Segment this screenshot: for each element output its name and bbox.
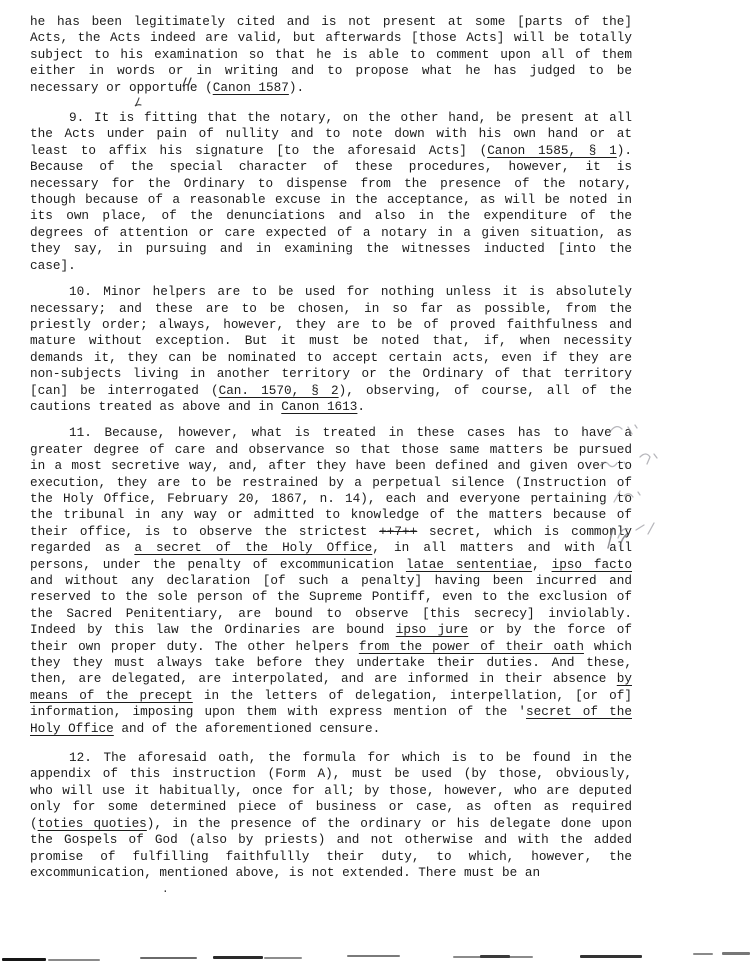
text-segment: either in words or in writing and to propose what he has judged to be: [30, 63, 632, 79]
text-line: [30, 799, 632, 815]
text-line: [30, 622, 632, 638]
text-segment: Acts, the Acts indeed are valid, but afterwards [those Acts] will be totally: [30, 30, 632, 46]
footer-dot: .: [162, 884, 169, 896]
underlined-text: by: [616, 671, 632, 687]
text-segment: appendix of this instruction (Form A), must be used (by those, obviously,: [30, 766, 632, 782]
underlined-text: Holy Office: [30, 720, 114, 736]
underlined-text: a secret of the Holy Office: [134, 540, 373, 556]
text-segment: regarded as: [30, 540, 135, 556]
text-segment: ,: [532, 556, 552, 572]
text-segment: degrees of attention or care expected of a notary in a given situation, as: [30, 224, 632, 240]
text-line: [30, 849, 632, 865]
text-segment: .: [357, 398, 366, 414]
text-segment: 11. Because, however, what is treated in these cases has to have a: [69, 425, 632, 441]
underlined-text: secret of the: [526, 704, 632, 720]
text-segment: he has been legitimately cited and is not present at some [parts of the]: [30, 14, 632, 29]
text-segment: Because of the special character of these procedures, however, it is: [30, 159, 632, 175]
text-line: [30, 688, 632, 704]
text-segment: subject to his examination so that he is able to comment upon all of them: [30, 46, 632, 62]
text-segment: secret, which is commonly: [417, 523, 632, 539]
text-line: [30, 507, 632, 523]
paragraph: [30, 14, 632, 96]
text-segment: promise of fulfilling faithfullly their duty, to which, however, the: [30, 848, 632, 864]
text-line: [30, 301, 632, 317]
text-line: [30, 865, 632, 881]
text-line: [30, 766, 632, 782]
text-line: [30, 225, 632, 241]
underlined-text: latae sententiae: [405, 556, 533, 572]
text-line: [30, 383, 632, 399]
text-segment: mature without exception. But it must be noted that, if, when necessity: [30, 333, 632, 349]
underlined-text: from the power of their oath: [358, 638, 584, 654]
stray-mark: [132, 96, 144, 112]
underlined-text: ipso jure: [395, 622, 469, 638]
text-segment: their office, is to observe the strictest: [30, 523, 380, 539]
text-line: [30, 704, 632, 720]
text-segment: (: [30, 815, 38, 831]
text-line: [30, 442, 632, 458]
text-segment: necessary for the Ordinary to dispense from the presence of the notary,: [30, 175, 632, 191]
underlined-text: toties quoties: [37, 815, 147, 831]
handwritten-marginalia: [594, 416, 704, 556]
text-line: [30, 557, 632, 573]
underlined-text: means of the precept: [30, 687, 193, 703]
text-line: [30, 241, 632, 257]
text-line: [30, 655, 632, 671]
underlined-text: Canon 1613: [281, 398, 358, 414]
text-line: [30, 671, 632, 687]
text-segment: priestly order; always, however, they are to be of proved faithfulness and: [30, 316, 632, 332]
text-segment: the tribunal in any way or admitted to knowledge of the matters because of: [30, 507, 632, 523]
text-line: [30, 573, 632, 589]
text-line: [30, 832, 632, 848]
underlined-text: ipso facto: [551, 556, 632, 572]
text-line: [30, 606, 632, 622]
stray-mark: [180, 76, 194, 90]
text-line: [30, 317, 632, 333]
text-segment: ), observing, of course, all of the: [338, 382, 632, 398]
text-line: [30, 110, 632, 126]
text-line: [30, 816, 632, 832]
text-line: [30, 399, 632, 415]
text-column: [30, 14, 632, 891]
text-segment: they they must always take before they undertake their duties. And these,: [30, 655, 632, 671]
text-line: [30, 80, 632, 96]
text-line: [30, 159, 632, 175]
underlined-text: Canon 1587: [212, 79, 289, 95]
text-line: [30, 721, 632, 737]
text-segment: Indeed by this law the Ordinaries are bound: [30, 622, 396, 638]
text-segment: greater degree of care and observance so that those same matters be pursued: [30, 441, 632, 457]
text-line: [30, 350, 632, 366]
text-line: [30, 63, 632, 79]
text-segment: reserved to the sole person of the Supreme Pontiff, even to the exclusion of: [30, 589, 632, 605]
text-segment: information, imposing upon them with express mention of the ': [30, 704, 526, 720]
text-segment: 9. It is fitting that the notary, on the other hand, be present at all: [69, 110, 632, 126]
text-segment: execution, they are to be restrained by a perpetual silence (Instruction of: [30, 474, 632, 490]
text-segment: the Gospels of God (also by priests) and not otherwise and with the added: [30, 832, 632, 848]
text-segment: necessary; and these are to be chosen, in so far as possible, from the: [30, 300, 632, 316]
struck-text: ++7++: [379, 523, 418, 539]
text-line: [30, 284, 632, 300]
text-line: [30, 540, 632, 556]
text-segment: ), in the presence of the ordinary or his delegate done upon: [146, 815, 632, 831]
text-segment: their own proper duty. The other helpers: [30, 638, 359, 654]
text-line: [30, 143, 632, 159]
text-segment: ).: [288, 79, 305, 95]
text-line: [30, 126, 632, 142]
text-segment: excommunication, mentioned above, is not extended. There must be an: [30, 864, 541, 880]
text-line: [30, 366, 632, 382]
text-segment: the Holy Office, February 20, 1867, n. 14), each and everyone pertaining to: [30, 490, 632, 506]
text-segment: though because of a reasonable excuse in the acceptance, as will be noted in: [30, 192, 632, 208]
text-segment: who will use it habitually, once for all; by those, however, who are deputed: [30, 782, 632, 798]
text-segment: case].: [30, 257, 76, 273]
text-line: [30, 639, 632, 655]
text-line: [30, 491, 632, 507]
text-line: [30, 425, 632, 441]
text-line: [30, 524, 632, 540]
text-segment: in the letters of delegation, interpellation, [or of]: [192, 687, 632, 703]
text-segment: non-subjects living in another territory or the Ordinary of that territory: [30, 366, 632, 382]
paragraph: [30, 110, 632, 274]
text-segment: the Sacred Penitentiary, are bound to observe [this secrecy] inviolably.: [30, 605, 632, 621]
text-segment: [can] be interrogated (: [30, 382, 219, 398]
text-segment: 10. Minor helpers are to be used for nothing unless it is absolutely: [69, 284, 632, 300]
text-line: [30, 192, 632, 208]
text-line: [30, 208, 632, 224]
text-line: [30, 30, 632, 46]
text-segment: ).: [616, 142, 632, 158]
text-segment: or by the force of: [468, 622, 632, 638]
text-line: [30, 458, 632, 474]
text-segment: they say, in pursuing and in examining the witnesses inducted [into the: [30, 241, 632, 257]
underlined-text: Can. 1570, § 2: [218, 382, 339, 398]
text-segment: then, are delegated, are interpolated, and are informed in their absence: [30, 671, 617, 687]
text-segment: the Acts under pain of nullity and to note down with his own hand or at: [30, 126, 632, 142]
text-segment: cautions treated as above and in: [30, 398, 282, 414]
text-line: [30, 783, 632, 799]
paragraph: [30, 284, 632, 415]
text-segment: least to affix his signature [to the aforesaid Acts] (: [30, 142, 488, 158]
text-segment: which: [583, 638, 632, 654]
text-segment: its own place, of the denunciations and also in the expenditure of the: [30, 208, 632, 224]
paragraph: [30, 425, 632, 737]
text-line: [30, 176, 632, 192]
text-segment: and without any declaration [of such a penalty] having been incurred and: [30, 573, 632, 588]
text-segment: demands it, they can be nominated to accept certain acts, even if they are: [30, 349, 632, 365]
text-line: [30, 750, 632, 766]
paragraph: [30, 750, 632, 881]
text-line: [30, 589, 632, 605]
text-line: [30, 14, 632, 30]
text-segment: and of the aforementioned censure.: [113, 720, 381, 736]
text-line: [30, 258, 632, 274]
text-segment: in a most secretive way, and, after they have been defined and given over to: [30, 458, 632, 474]
text-line: [30, 333, 632, 349]
text-segment: 12. The aforesaid oath, the formula for which is to be found in the: [69, 750, 632, 766]
text-line: [30, 475, 632, 491]
text-segment: persons, under the penalty of excommunication: [30, 556, 406, 572]
text-line: [30, 47, 632, 63]
text-segment: only for some determined piece of business or case, as often as required: [30, 799, 632, 815]
underlined-text: Canon 1585, § 1: [487, 142, 617, 158]
text-segment: necessary or opportune (: [30, 79, 213, 95]
text-segment: , in all matters and with all: [372, 540, 632, 556]
